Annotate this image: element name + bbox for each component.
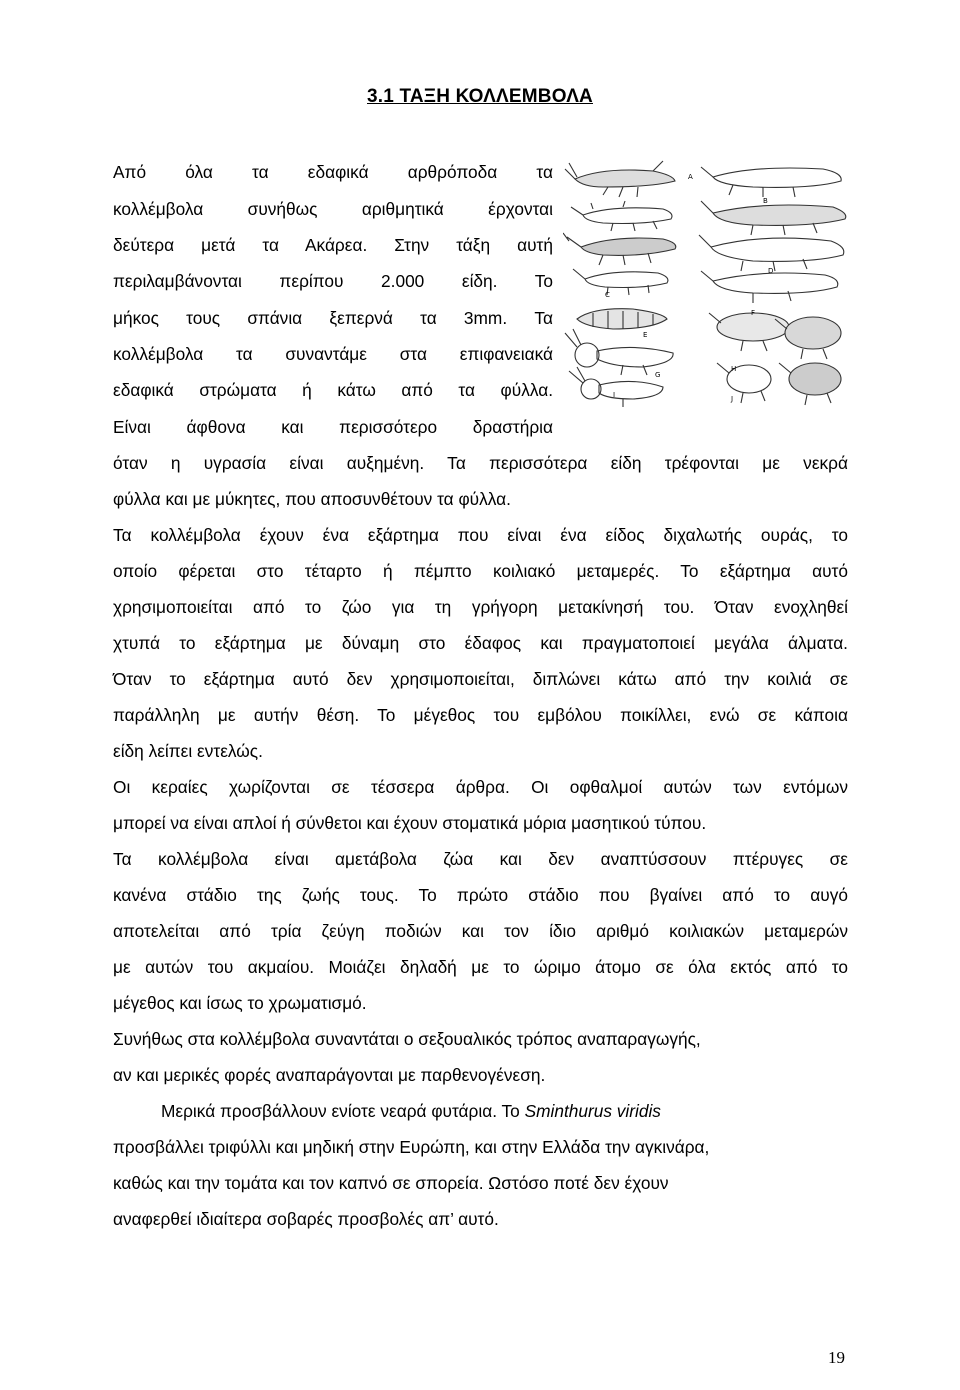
specimen-11: [701, 271, 838, 303]
page-number: 19: [828, 1348, 845, 1367]
fig-label: I: [613, 391, 616, 399]
text-line: προσβάλλει τριφύλλι και μηδική στην Ευρώπη, και στην Ελλάδα την αγκινάρα,: [113, 1137, 710, 1157]
specimen-9: [701, 201, 846, 235]
fig-label: H: [731, 365, 737, 373]
text-line: [161, 1100, 661, 1122]
text-line: Συνήθως στα κολλέμβολα συναντάται ο σεξουαλικός τρόπος αναπαραγωγής,: [113, 1029, 701, 1049]
wrap-line: δεύτερα μετά τα Ακάρεα. Στην τάξη αυτή: [113, 235, 553, 255]
specimen-10: [699, 235, 844, 271]
fig-label: D: [768, 267, 774, 275]
specimen-14: [717, 363, 771, 403]
specimen-7: [569, 367, 663, 407]
specimen-15: [779, 363, 841, 405]
specimen-1: [565, 161, 675, 197]
text-line: παράλληλη με αυτήν θέση. Το μέγεθος του εμβόλου ποικίλλει, ενώ σε κάποια: [113, 705, 848, 725]
text-line: Τα κολλέμβολα έχουν ένα εξάρτημα που είναι ένα είδος διχαλωτής ουράς, το: [113, 525, 848, 545]
wrap-line: μήκος τους σπάνια ξεπερνά τα 3mm. Τα: [113, 308, 553, 328]
specimen-5: [577, 309, 667, 329]
wrap-line: κολλέμβολα τα συναντάμε στα επιφανειακά: [113, 344, 553, 364]
text-line: είδη λείπει εντελώς.: [113, 741, 263, 761]
wrap-line: κολλέμβολα συνήθως αριθμητικά έρχονται: [113, 199, 553, 219]
text-line: χτυπά το εξάρτημα με δύναμη στο έδαφος και πραγματοποιεί μεγάλα άλματα.: [113, 633, 848, 653]
fig-label: F: [751, 309, 756, 317]
text-line: κανένα στάδιο της ζωής τους. Το πρώτο στάδιο που βγαίνει από το αυγό: [113, 885, 848, 905]
wrap-line: περιλαμβάνονται περίπου 2.000 είδη. Το: [113, 271, 553, 291]
text-line: Όταν το εξάρτημα αυτό δεν χρησιμοποιείται, διπλώνει κάτω από την κοιλιά σε: [113, 669, 848, 689]
fig-label: J: [731, 395, 734, 403]
text-line: Τα κολλέμβολα είναι αμετάβολα ζώα και δεν αναπτύσσουν πτέρυγες σε: [113, 849, 848, 869]
springtail-illustration: [563, 157, 858, 407]
text-line: καθώς και την τομάτα και τον καπνό σε σπορεία. Ωστόσο ποτέ δεν έχουν: [113, 1173, 669, 1193]
text-line: αν και μερικές φορές αναπαράγονται με παρθενογένεση.: [113, 1065, 546, 1085]
specimen-6: [565, 329, 673, 375]
fig-label: B: [763, 197, 768, 205]
text-line: φύλλα και με μύκητες, που αποσυνθέτουν τα φύλλα.: [113, 489, 511, 509]
specimen-4: [573, 269, 668, 295]
species-name: Sminthurus viridis: [524, 1101, 661, 1121]
text-line: οποίο φέρεται στο τέταρτο ή πέμπτο κοιλιακό μεταμερές. Το εξάρτημα αυτό: [113, 561, 848, 581]
section-heading: 3.1 ΤΑΞΗ ΚΟΛΛΕΜΒΟΛΑ: [367, 86, 593, 107]
text-span: Μερικά προσβάλλουν ενίοτε νεαρά φυτάρια. Το: [161, 1101, 525, 1121]
fig-label: G: [655, 371, 661, 379]
fig-label: C: [605, 291, 610, 299]
text-line: αναφερθεί ιδιαίτερα σοβαρές προσβολές απ’ αυτό.: [113, 1209, 499, 1229]
text-line: με αυτών του ακμαίου. Μοιάζει δηλαδή με το ώριμο άτομο σε όλα εκτός από το: [113, 957, 848, 977]
wrap-line: εδαφικά στρώματα ή κάτω από τα φύλλα.: [113, 380, 553, 400]
springtail-drawings-icon: [563, 157, 858, 407]
text-line: μπορεί να είναι απλοί ή σύνθετοι και έχουν στοματικά μόρια μασητικού τύπου.: [113, 813, 707, 833]
text-line: όταν η υγρασία είναι αυξημένη. Τα περισσότερα είδη τρέφονται με νεκρά: [113, 453, 848, 473]
specimen-12: [709, 313, 789, 351]
fig-label: E: [643, 331, 648, 339]
text-line: χρησιμοποιείται από το ζώο για τη γρήγορη μετακίνησή του. Όταν ενοχληθεί: [113, 597, 848, 617]
wrap-line: Είναι άφθονα και περισσότερο δραστήρια: [113, 417, 553, 437]
wrap-line: Από όλα τα εδαφικά αρθρόποδα τα: [113, 162, 553, 182]
fig-label: A: [688, 173, 693, 181]
specimen-8: [701, 167, 841, 197]
text-line: Οι κεραίες χωρίζονται σε τέσσερα άρθρα. Οι οφθαλμοί αυτών των εντόμων: [113, 777, 848, 797]
text-line: αποτελείται από τρία ζεύγη ποδιών και τον ίδιο αριθμό κοιλιακών μεταμερών: [113, 921, 848, 941]
specimen-2: [571, 201, 672, 231]
specimen-3: [563, 233, 676, 265]
text-line: μέγεθος και ίσως το χρωματισμό.: [113, 993, 367, 1013]
